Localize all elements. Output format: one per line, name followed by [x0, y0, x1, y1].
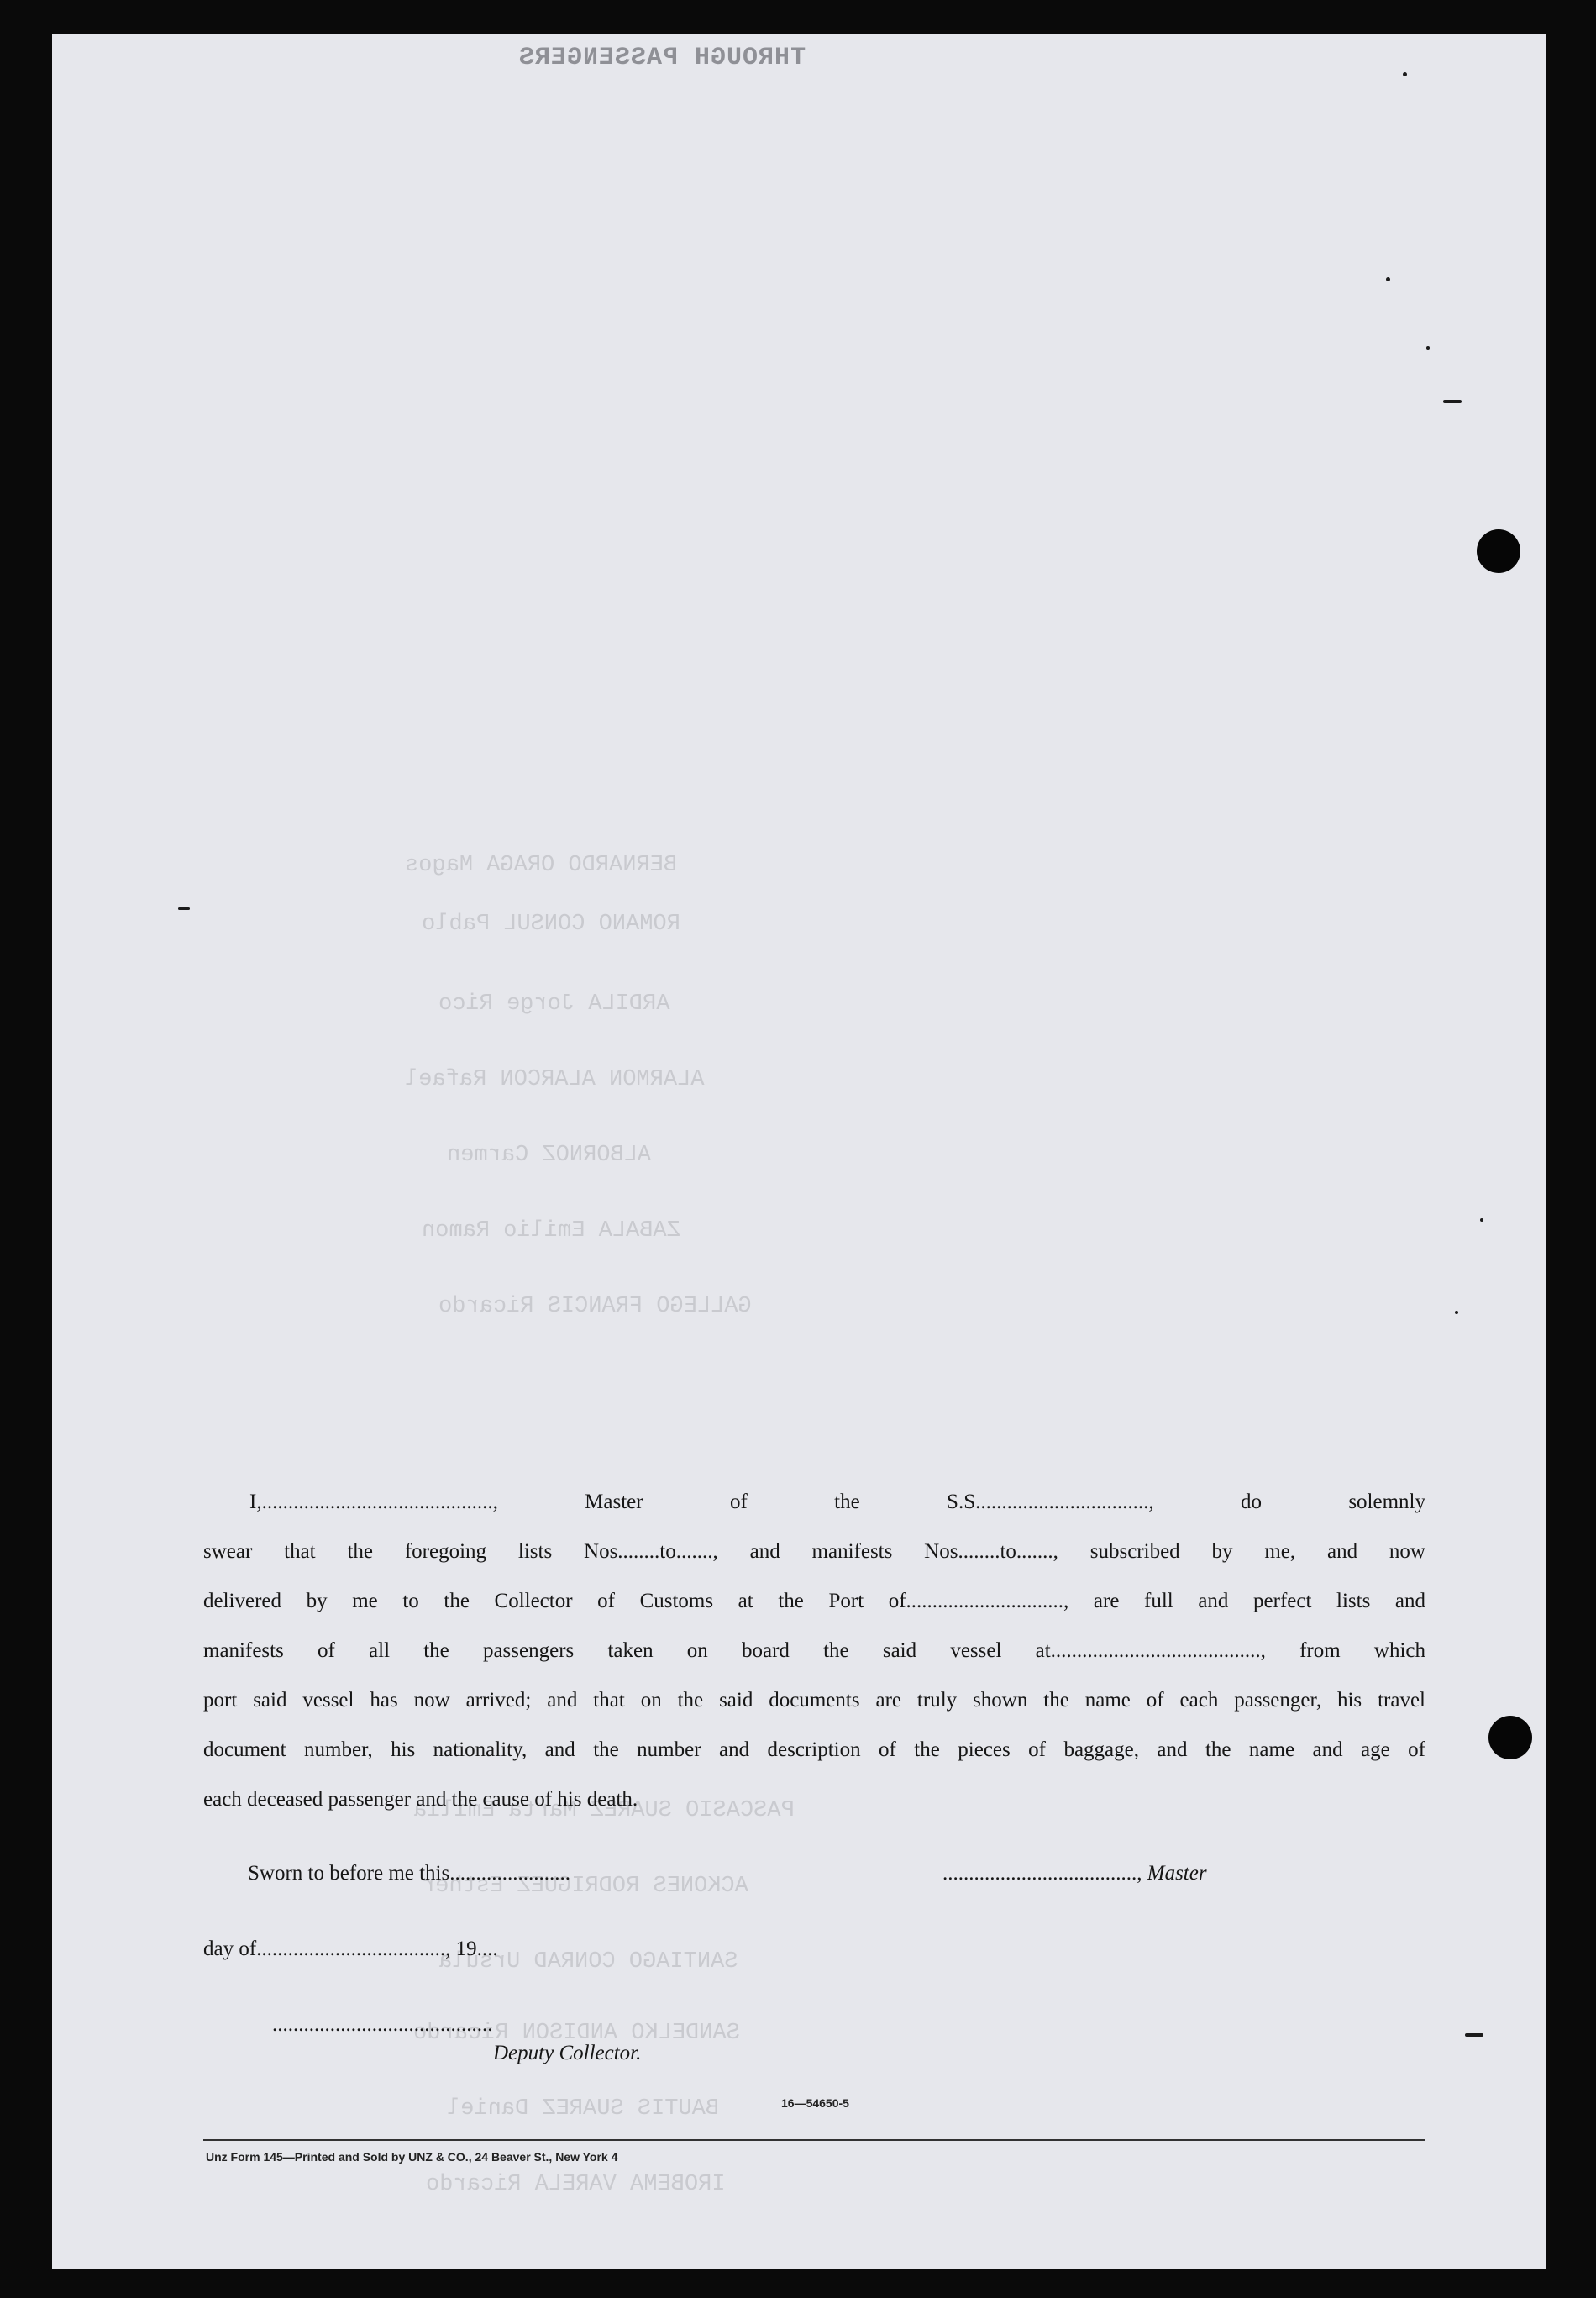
ink-speck [1465, 2033, 1483, 2037]
oath-line: port said vessel has now arrived; and that on the said documents are truly shown the name of each passenger, his travel [203, 1689, 1425, 1712]
bleed-through-line: ALBORNOZ Carmen [447, 1143, 652, 1168]
oath-line: each deceased passenger and the cause of his death. [203, 1788, 638, 1811]
collector-signature-dots: .......................................... [272, 2013, 493, 2036]
bleed-through-line: GALLEGO FRANCIS Ricardo [438, 1294, 752, 1319]
bleed-through-line: ACKONES RODRIGUEZ Esther [422, 1874, 748, 1899]
punch-hole [1488, 1716, 1532, 1759]
bleed-through-line: IROBEMA VARELA Ricardo [426, 2172, 726, 2197]
oath-paragraph [203, 1477, 1425, 1824]
document-page [52, 34, 1546, 2269]
oath-line: I,............................................, Master of the S.S................................., do solemnly [249, 1491, 1425, 1513]
master-signature-line [942, 1862, 1207, 1885]
footer-rule [203, 2139, 1425, 2141]
ink-speck [178, 907, 190, 910]
ink-speck [1480, 1218, 1483, 1222]
printer-credit: Unz Form 145—Printed and Sold by UNZ & CO., 24 Beaver St., New York 4 [206, 2150, 618, 2164]
oath-line: manifests of all the passengers taken on board the said vessel at........................................, from which [203, 1639, 1425, 1662]
ink-speck [1443, 400, 1462, 403]
bleed-through-line: ROMANO CONSUL Pablo [422, 912, 680, 937]
bleed-through-line: ARDILA Jorge Rico [438, 991, 670, 1017]
oath-line: document number, his nationality, and the number and description of the pieces of baggage, and the name and age of [203, 1738, 1425, 1761]
oath-line: delivered by me to the Collector of Customs at the Port of.............................., are full and perfect lists and [203, 1590, 1425, 1612]
ink-speck [1386, 277, 1390, 281]
ink-speck [1426, 346, 1430, 350]
bleed-through-line: ZABALA Emilio Ramon [422, 1218, 680, 1244]
oath-line: swear that the foregoing lists Nos........to......., and manifests Nos........to......., subscribed by me, and now [203, 1540, 1425, 1563]
ink-speck [1455, 1311, 1458, 1314]
deputy-collector-label: Deputy Collector. [493, 2042, 642, 2064]
master-dots: ....................................., [942, 1862, 1142, 1885]
form-number: 16—54650-5 [781, 2096, 849, 2110]
bleed-through-line: PASCASIO SUAREZ Marta Emilia [413, 1798, 795, 1823]
bleed-through-line: BAUTIS SUAREZ Daniel [447, 2096, 720, 2122]
day-of-line: day of...................................., 19.... [203, 1938, 498, 1960]
master-label: Master [1147, 1862, 1207, 1885]
bleed-through-line: SANDELKO ANDISON Ricardo [413, 2021, 740, 2046]
ink-speck [1403, 72, 1407, 76]
bleed-through-line: SANTIAGO CONRAD Ursula [438, 1949, 738, 1975]
bleed-through-line: ALARMON ALARCON Rafael [405, 1067, 705, 1092]
sworn-before-line: Sworn to before me this....................... [248, 1862, 570, 1885]
bleed-through-line: BERNARDO ORAGA Magos [405, 853, 678, 878]
punch-hole [1477, 529, 1520, 573]
header-stamp: THROUGH PASSENGERS [518, 44, 806, 72]
